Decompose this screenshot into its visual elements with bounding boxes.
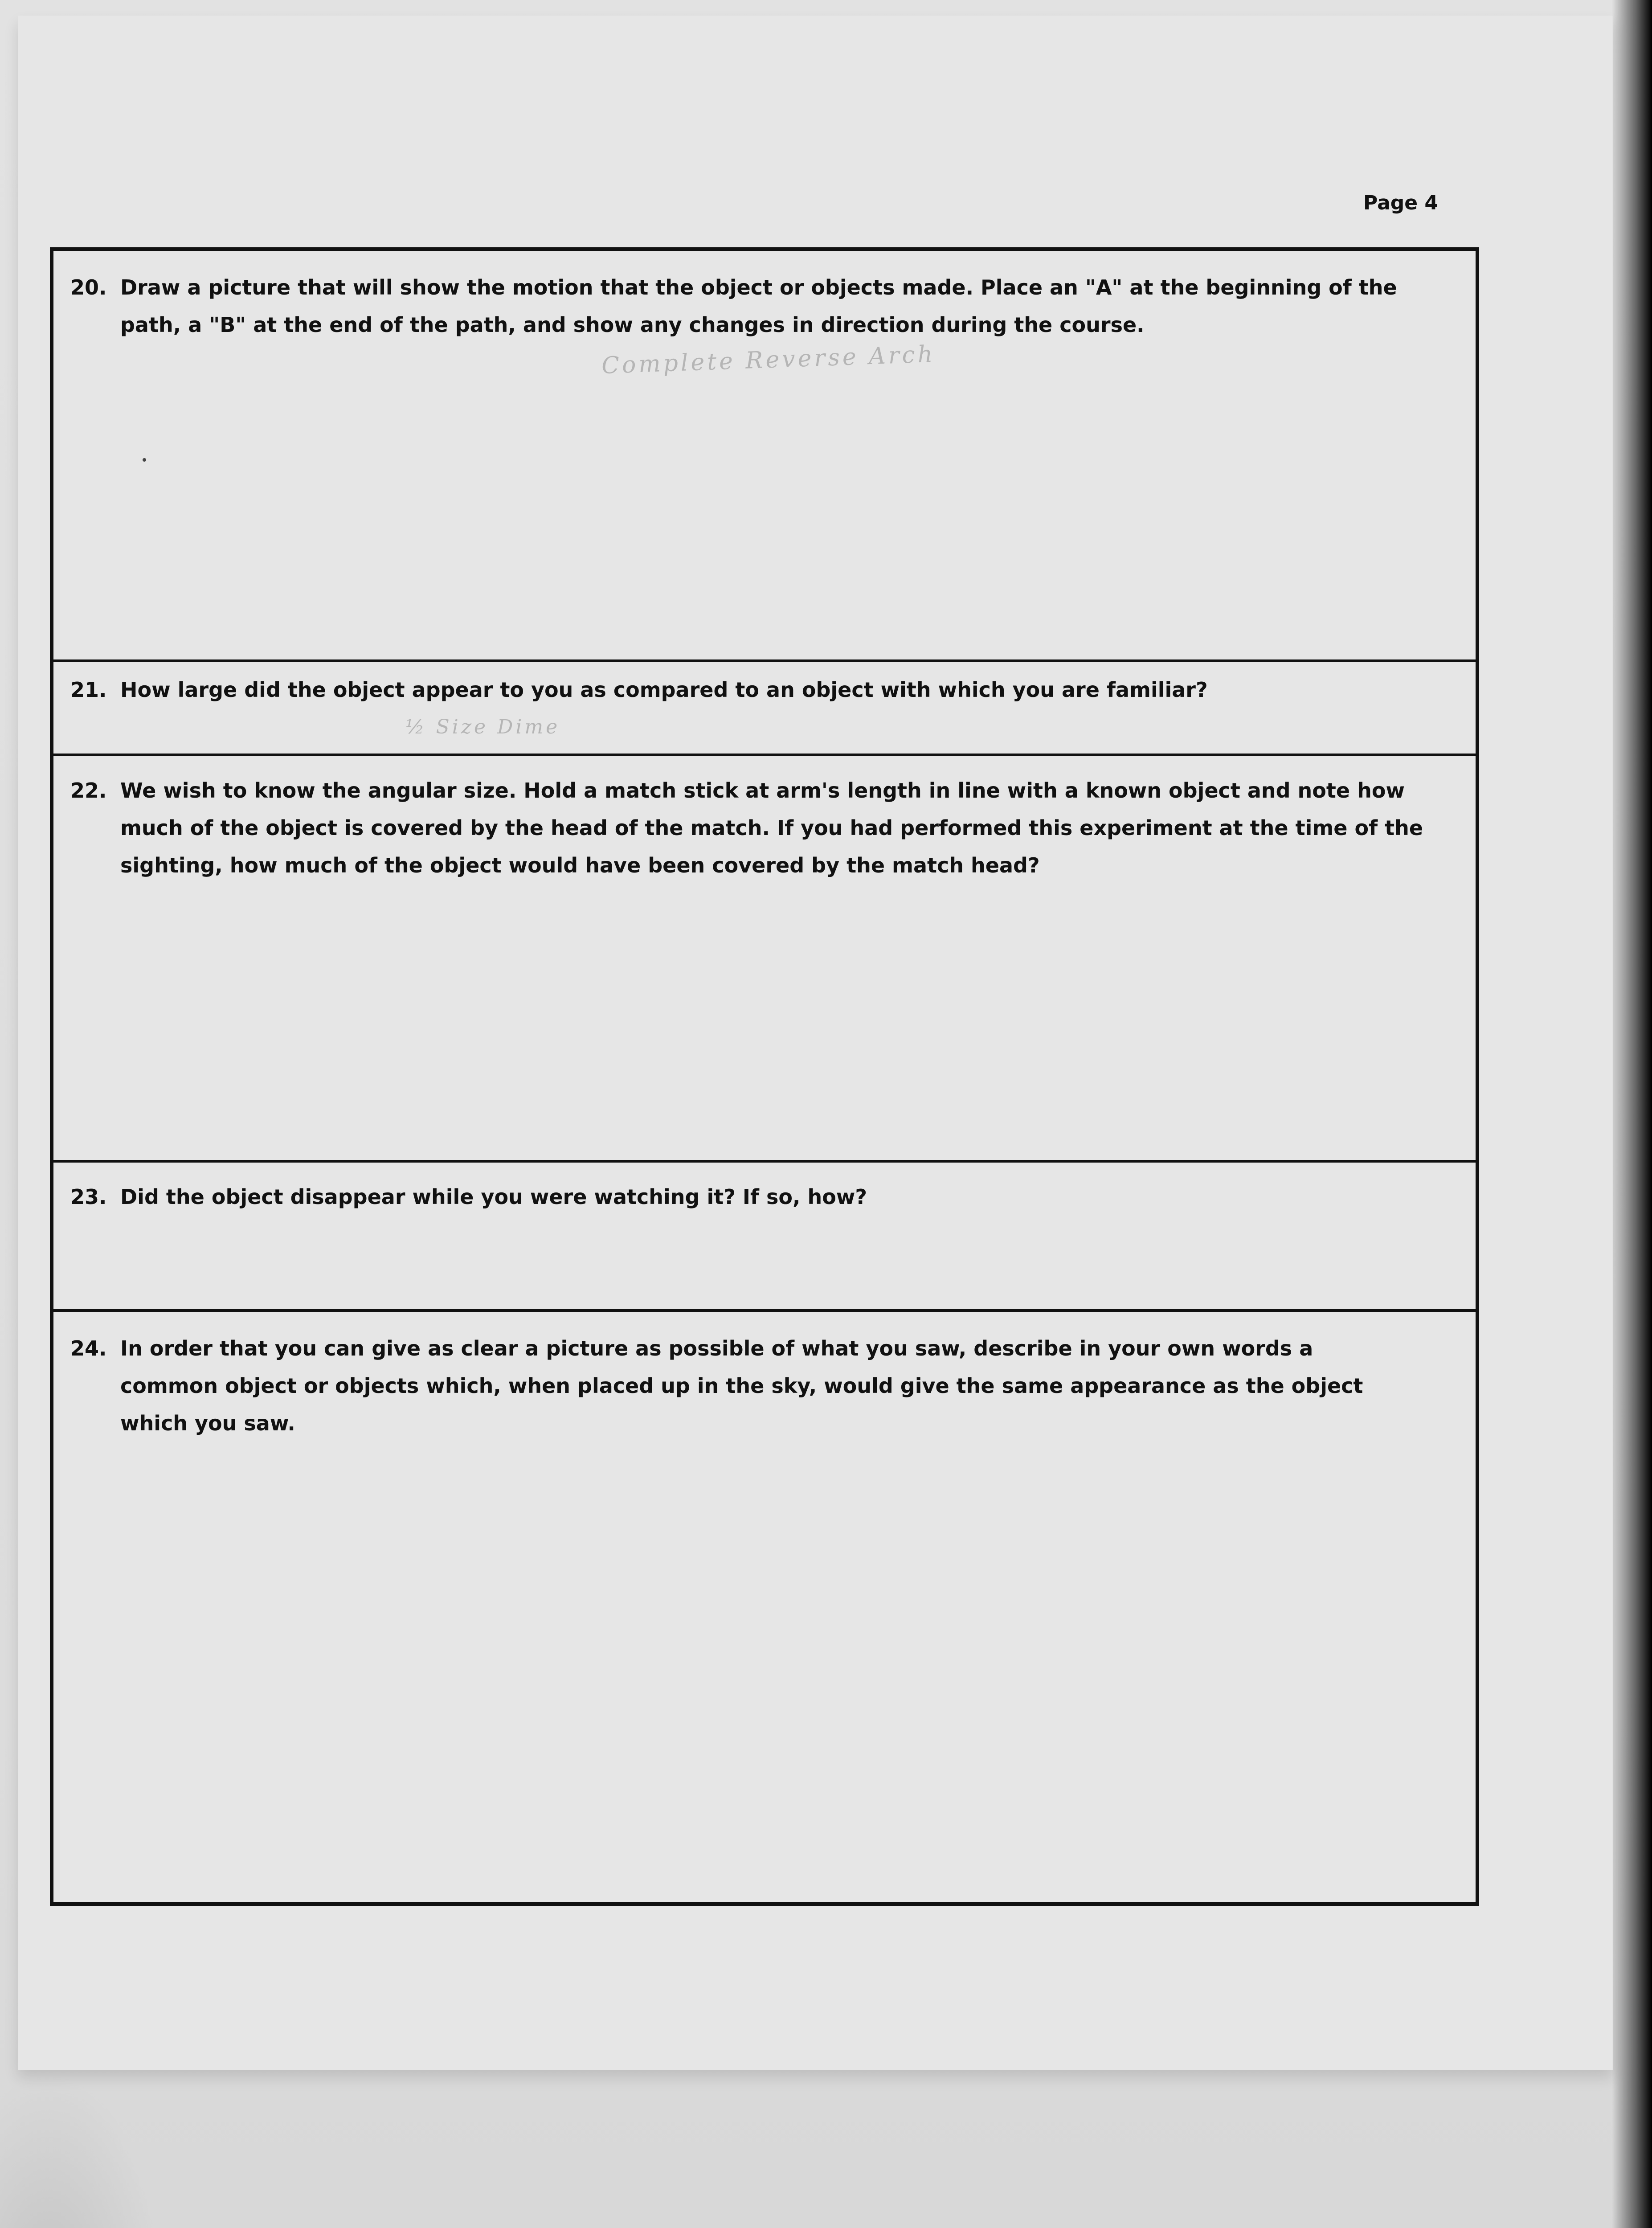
question-text: Draw a picture that will show the motion that the object or objects made. Place an "A" at the beginning of the path, a "B" at the end of the path, and show any changes in direction during the course. [120,275,1397,337]
question-24-box [53,1309,1476,1902]
question-20 [70,269,1424,344]
question-20-box [53,251,1476,659]
question-21 [70,671,1440,709]
question-text: How large did the object appear to you as compared to an object with which you are familiar? [120,678,1208,702]
question-number: 24. [70,1336,107,1360]
question-text: We wish to know the angular size. Hold a match stick at arm's length in line with a known object and note how much of the object is covered by the head of the match. If you had performed this experiment at the time of the sighting, how much of the object would have been covered by the match head? [120,778,1423,877]
stray-mark [143,458,146,462]
question-22 [70,772,1433,884]
handwritten-answer-21: ½ Size Dime [405,716,560,738]
question-number: 21. [70,678,107,702]
question-23-box [53,1160,1476,1309]
question-text: In order that you can give as clear a picture as possible of what you saw, describe in your own words a common object or objects which, when placed up in the sky, would give the same appearance as the object which you saw. [120,1336,1363,1435]
question-23 [70,1178,1440,1216]
page-number: Page 4 [1363,192,1439,214]
scan-edge-right [1612,0,1652,2228]
question-text: Did the object disappear while you were watching it? If so, how? [120,1185,867,1209]
question-21-box [53,659,1476,754]
scan-shadow [0,2072,160,2228]
question-number: 23. [70,1185,107,1209]
question-number: 22. [70,778,107,803]
question-24 [70,1330,1366,1442]
questionnaire-form [50,247,1479,1906]
handwritten-answer-20: Complete Reverse Arch [601,340,936,380]
question-22-box [53,754,1476,1160]
question-number: 20. [70,275,107,299]
